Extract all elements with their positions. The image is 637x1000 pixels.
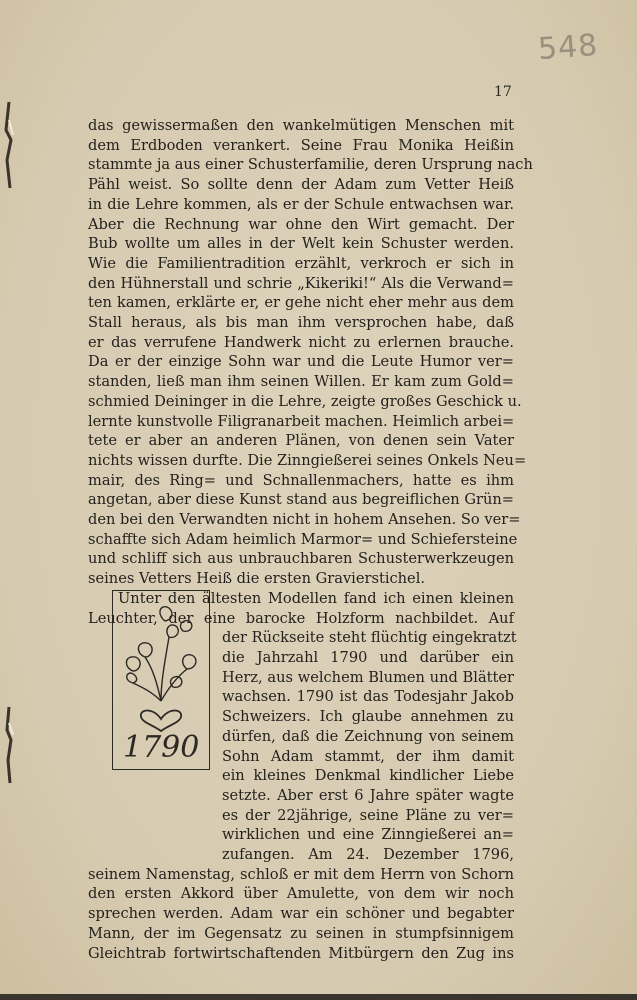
text-line: er das verrufene Handwerk nicht zu erlernen brauche. (88, 333, 514, 351)
text-line: die Jahrzahl 1790 und darüber ein (222, 648, 514, 666)
text-line: ein kleines Denkmal kindlicher Liebe (222, 767, 514, 785)
text-line: wirklichen und eine Zinngießerei an= (222, 826, 514, 844)
text-line: lernte kunstvolle Filigranarbeit machen. Heimlich arbei= (88, 412, 515, 430)
text-line: der Rückseite steht flüchtig eingekratzt (222, 629, 517, 647)
text-line: Bub wollte um alles in der Welt kein Schuster werden. (88, 235, 514, 253)
heart-flower-drawing (113, 591, 209, 769)
text-line: Stall heraus, als bis man ihm versprochen habe, daß (88, 314, 514, 332)
text-line: Pähl weist. So sollte denn der Adam zum Vetter Heiß (88, 176, 514, 194)
paragraph-2-continued (88, 865, 514, 964)
text-line: den bei den Verwandten nicht in hohem Ansehen. So ver= (88, 511, 521, 529)
text-line: standen, ließ man ihm seinen Willen. Er kam zum Gold= (88, 373, 514, 391)
text-line: schaffte sich Adam heimlich Marmor= und Schiefersteine (88, 530, 518, 548)
text-line: in die Lehre kommen, als er der Schule entwachsen war. (88, 195, 514, 213)
candlestick-drawing-figure (112, 590, 210, 770)
text-line: tete er aber an anderen Plänen, von denen sein Vater (88, 432, 514, 450)
text-line: schmied Deininger in die Lehre, zeigte großes Geschick u. (88, 392, 522, 410)
paragraph-1 (88, 116, 533, 589)
binding-thread-mark (2, 100, 16, 190)
figure-year: 1790 (123, 730, 200, 765)
text-line: setzte. Aber erst 6 Jahre später wagte (222, 786, 514, 804)
text-line: Gleichtrab fortwirtschaftenden Mitbürgern den Zug ins (88, 944, 514, 962)
text-line: Wie die Familientradition erzählt, verkroch er sich in (88, 254, 514, 272)
text-line: Mann, der im Gegensatz zu seinen in stumpfsinnigem (88, 924, 514, 942)
text-line: den Hühnerstall und schrie „Kikeriki!“ Als die Verwand= (88, 274, 514, 292)
text-line: Herz, aus welchem Blumen und Blätter (222, 668, 514, 686)
text-line: stammte ja aus einer Schusterfamilie, deren Ursprung nach (88, 156, 533, 174)
text-line: nichts wissen durfte. Die Zinngießerei seines Onkels Neu= (88, 451, 527, 469)
text-line: Sohn Adam stammt, der ihm damit (222, 747, 514, 765)
text-line: das gewissermaßen den wankelmütigen Menschen mit (88, 117, 514, 134)
text-line: Schweizers. Ich glaube annehmen zu (222, 708, 514, 726)
text-line: wachsen. 1790 ist das Todesjahr Jakob (222, 688, 514, 706)
paragraph-2-beside-figure (222, 628, 517, 864)
text-line: seinem Namenstag, schloß er mit dem Herrn von Schorn (88, 865, 514, 883)
text-line: dürfen, daß die Zeichnung von seinem (222, 727, 514, 745)
text-line: Aber die Rechnung war ohne den Wirt gemacht. Der (88, 215, 514, 233)
text-line: den ersten Akkord über Amulette, von dem wir noch (88, 885, 514, 903)
text-line: Leuchter, der eine barocke Holzform nachbildet. Auf (88, 609, 514, 627)
text-line: und schliff sich aus unbrauchbaren Schusterwerkzeugen (88, 550, 514, 568)
text-line: seines Vetters Heiß die ersten Gravierstichel. (88, 570, 426, 588)
text-line: es der 22jährige, seine Pläne zu ver= (222, 806, 514, 824)
page-shadow-edge (0, 994, 637, 1000)
text-line: angetan, aber diese Kunst stand aus begreiflichen Grün= (88, 491, 514, 509)
body-text (88, 116, 533, 963)
binding-thread-mark (2, 705, 16, 785)
text-line: zufangen. Am 24. Dezember 1796, (222, 846, 514, 864)
page-number: 17 (494, 84, 512, 100)
text-line: mair, des Ring= und Schnallenmachers, hatte es ihm (88, 471, 514, 489)
text-line: Da er der einzige Sohn war und die Leute Humor ver= (88, 353, 514, 371)
text-line: ten kamen, erklärte er, er gehe nicht eher mehr aus dem (88, 294, 514, 312)
text-line: sprechen werden. Adam war ein schöner und begabter (88, 905, 514, 923)
text-line: Unter den ältesten Modellen fand ich einen kleinen (118, 589, 514, 607)
handwritten-margin-note: 548 (536, 27, 600, 68)
text-line: dem Erdboden verankert. Seine Frau Monika Heißin (88, 136, 514, 154)
